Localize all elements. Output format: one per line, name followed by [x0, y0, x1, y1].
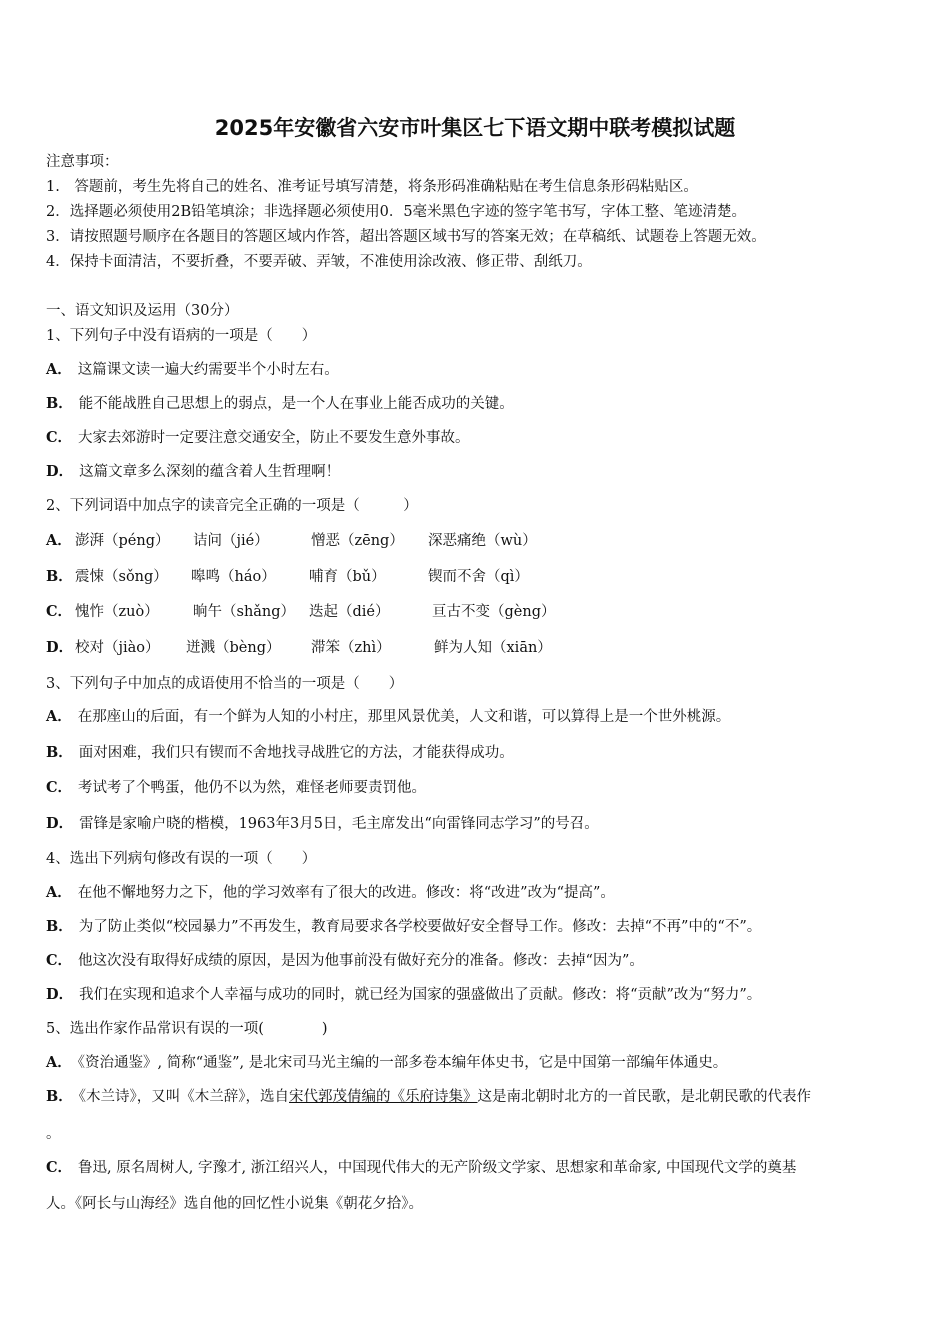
pinyin-word: 锲而不舍（qì）	[428, 569, 529, 585]
notice-item: 1. 答题前，考生先将自己的姓名、准考证号填写清楚，将条形码准确粘贴在考生信息条形码粘贴区。	[46, 179, 698, 195]
notice-item: 3．请按照题号顺序在各题目的答题区域内作答，超出答题区域书写的答案无效；在草稿纸、试题卷上答题无效。	[46, 229, 766, 245]
question-stem: 3、下列句子中加点的成语使用不恰当的一项是（ ）	[46, 676, 404, 692]
option-text: 鲁迅, 原名周树人, 字豫才, 浙江绍兴人，中国现代伟大的无产阶级文学家、思想家和革命家, 中国现代文学的奠基	[78, 1160, 797, 1176]
option-label: B．	[46, 744, 73, 761]
option-text: 他这次没有取得好成绩的原因，是因为他事前没有做好充分的准备。修改：去掉“因为”。	[78, 953, 644, 969]
option-label: B．	[46, 568, 73, 585]
option-label: A．	[46, 708, 72, 725]
option-row	[46, 462, 340, 482]
pinyin-word: 亘古不变（gèng）	[432, 604, 556, 620]
option-text: 在那座山的后面，有一个鲜为人知的小村庄，那里风景优美，人文和谐，可以算得上是一个世外桃源。	[77, 709, 731, 725]
option-row	[46, 1087, 811, 1107]
option-label: C．	[46, 779, 73, 796]
option-row	[46, 743, 514, 763]
option-label: D．	[46, 463, 74, 480]
option-text: 为了防止类似“校园暴力”不再发生，教育局要求各学校要做好安全督导工作。修改：去掉“不再”中的“不”。	[78, 919, 762, 935]
option-label: C．	[46, 952, 73, 969]
option-label: D．	[46, 639, 74, 656]
option-label: B．	[46, 1088, 73, 1105]
option-row	[46, 1158, 796, 1178]
notice-item: 4．保持卡面清洁，不要折叠，不要弄破、弄皱，不准使用涂改液、修正带、刮纸刀。	[46, 254, 592, 270]
pinyin-word: 嗥鸣（háo）	[191, 569, 276, 585]
pinyin-word: 诘问（jié）	[193, 533, 269, 549]
pinyin-word: 鲜为人知（xiān）	[434, 640, 552, 656]
option-row	[46, 883, 615, 903]
option-row	[46, 394, 514, 414]
option-label: B．	[46, 395, 73, 412]
option-text: 《资治通鉴》, 简称“通鉴”, 是北宋司马光主编的一部多卷本编年体史书，它是中国第一部编年体通史。	[77, 1055, 728, 1071]
option-text: 考试考了个鸭蛋，他仍不以为然，难怪老师要责罚他。	[78, 780, 427, 796]
pinyin-word: 憎恶（zēng）	[311, 533, 404, 549]
option-row	[46, 707, 730, 727]
pinyin-word: 滞笨（zhì）	[311, 640, 391, 656]
option-text: 《木兰诗》，又叫《木兰辞》，选自	[78, 1089, 290, 1105]
pinyin-word: 晌午（shǎng）	[193, 604, 296, 620]
option-label: D．	[46, 815, 74, 832]
option-label: A．	[46, 532, 72, 549]
option-row	[46, 360, 339, 380]
option-row	[46, 985, 761, 1005]
pinyin-word: 校对（jiào）	[75, 640, 160, 656]
underlined-source: 宋代郭茂倩编的《乐府诗集》	[289, 1089, 478, 1105]
option-text: 这篇课文读一遍大约需要半个小时左右。	[77, 362, 339, 378]
option-text: 我们在实现和追求个人幸福与成功的同时，就已经为国家的强盛做出了贡献。修改：将“贡献”改为“努力”。	[79, 987, 762, 1003]
option-text: 这是南北朝时北方的一首民歌，是北朝民歌的代表作	[477, 1089, 812, 1105]
option-text: 在他不懈地努力之下，他的学习效率有了很大的改进。修改：将“改进”改为“提高”。	[77, 885, 615, 901]
question-stem: 4、选出下列病句修改有误的一项（ ）	[46, 851, 317, 867]
pinyin-word: 迸溅（bèng）	[186, 640, 281, 656]
question-stem: 5、选出作家作品常识有误的一项( )	[46, 1021, 328, 1037]
option-row	[46, 778, 426, 798]
option-row	[46, 951, 644, 971]
notice-item: 2．选择题必须使用2B铅笔填涂；非选择题必须使用0．5毫米黑色字迹的签字笔书写，字体工整、笔迹清楚。	[46, 204, 747, 220]
pinyin-word: 澎湃（péng）	[75, 533, 170, 549]
option-label: C．	[46, 429, 73, 446]
option-label: B．	[46, 918, 73, 935]
option-text: 能不能战胜自己思想上的弱点，是一个人在事业上能否成功的关键。	[78, 396, 514, 412]
option-label: D．	[46, 986, 74, 1003]
notice-heading: 注意事项：	[46, 154, 119, 170]
option-text: 面对困难，我们只有锲而不舍地找寻战胜它的方法，才能获得成功。	[78, 745, 514, 761]
pinyin-word: 哺育（bǔ）	[309, 569, 386, 585]
option-row	[46, 428, 470, 448]
pinyin-word: 迭起（dié）	[309, 604, 390, 620]
option-label: C．	[46, 1159, 73, 1176]
option-row	[46, 917, 761, 937]
option-label: A．	[46, 1054, 72, 1071]
section-heading: 一、语文知识及运用（30分）	[46, 303, 239, 319]
pinyin-word: 愧怍（zuò）	[75, 604, 159, 620]
option-row	[46, 1053, 727, 1073]
option-label: C．	[46, 603, 73, 620]
option-wrap: 。	[46, 1126, 61, 1142]
option-text: 这篇文章多么深刻的蕴含着人生哲理啊！	[79, 464, 341, 480]
option-label: A．	[46, 361, 72, 378]
pinyin-word: 震悚（sǒng）	[75, 569, 168, 585]
option-text: 大家去郊游时一定要注意交通安全，防止不要发生意外事故。	[78, 430, 470, 446]
question-stem: 2、下列词语中加点字的读音完全正确的一项是（ ）	[46, 498, 418, 514]
question-stem: 1、下列句子中没有语病的一项是（ ）	[46, 328, 317, 344]
pinyin-word: 深恶痛绝（wù）	[428, 533, 537, 549]
option-label: A．	[46, 884, 72, 901]
option-text: 雷锋是家喻户晓的楷模，1963年3月5日，毛主席发出“向雷锋同志学习”的号召。	[79, 816, 599, 832]
option-row	[46, 814, 599, 834]
page-title: 2025年安徽省六安市叶集区七下语文期中联考模拟试题	[214, 116, 736, 140]
option-wrap: 人。《阿长与山海经》选自他的回忆性小说集《朝花夕拾》。	[46, 1196, 423, 1212]
